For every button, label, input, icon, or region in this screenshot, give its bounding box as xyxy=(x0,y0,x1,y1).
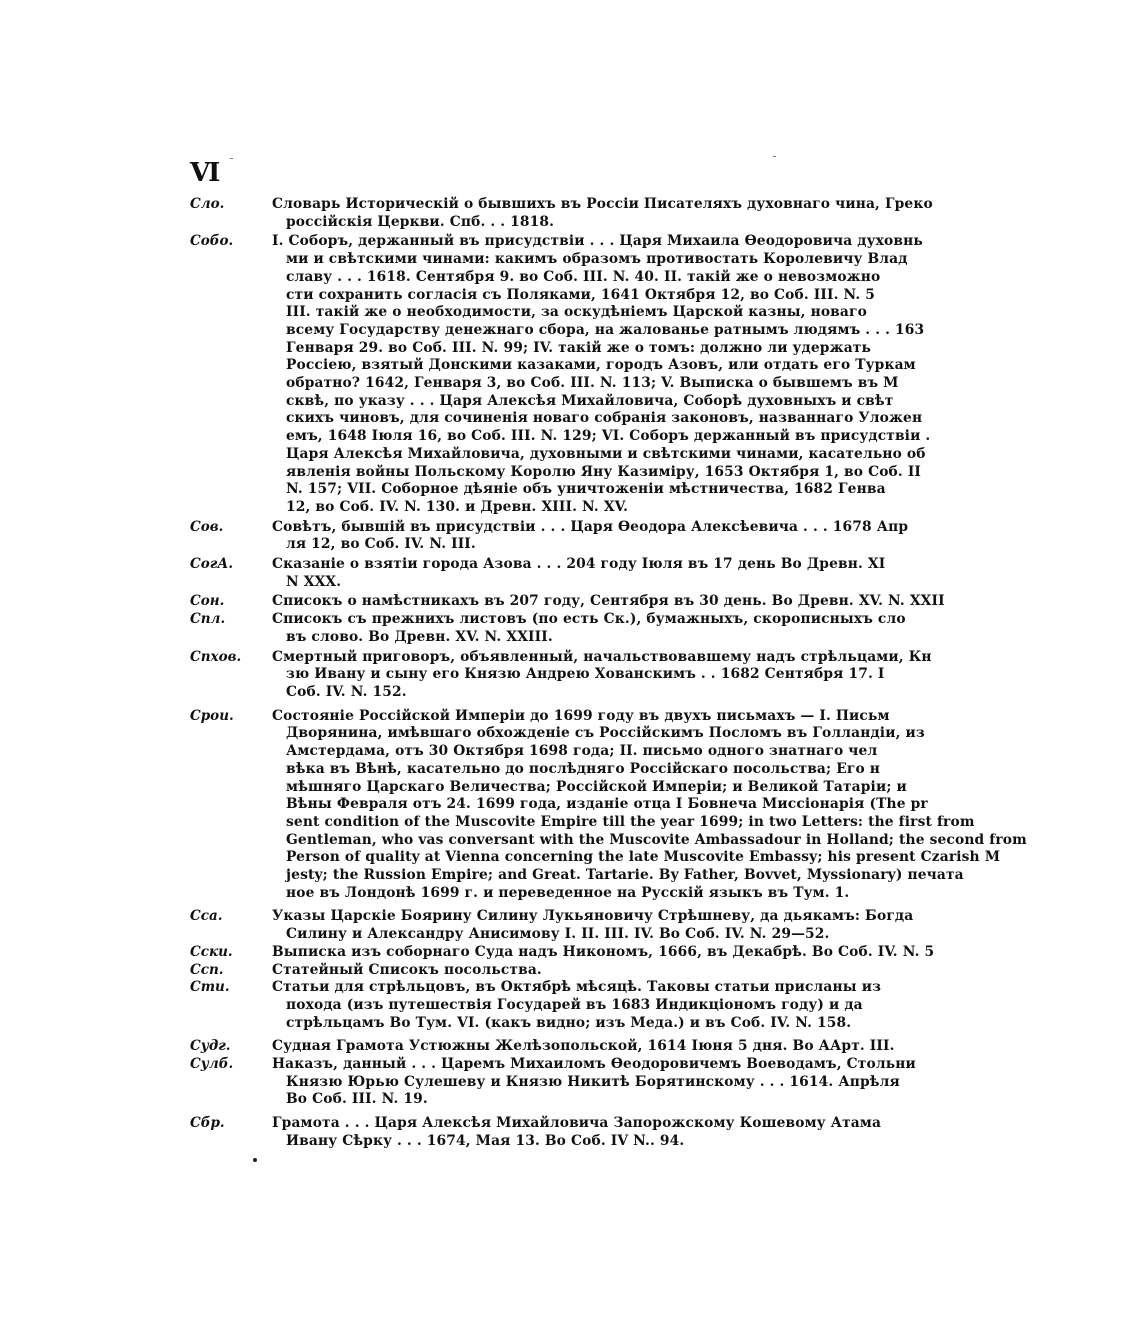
entry-line: Дворянина, имѣвшаго обхожденіе съ Россійскимъ Посломъ въ Голландіи, из xyxy=(286,725,925,742)
abbreviation-entry xyxy=(190,1115,980,1150)
entry-abbreviation: Сов. xyxy=(190,518,224,535)
entry-description xyxy=(272,708,1027,903)
entry-line: 12, во Соб. IV. N. 130. и Древн. XIII. N. XV. xyxy=(286,498,629,515)
entry-description xyxy=(272,556,980,591)
abbreviation-entry xyxy=(190,196,980,231)
abbreviation-entry xyxy=(190,979,980,1032)
entry-line: россійскія Церкви. Спб. . . 1818. xyxy=(286,213,555,230)
entry-line: N. 157; VII. Соборное дѣяніе объ уничтоженіи мѣстничества, 1682 Генва xyxy=(286,481,886,498)
entry-line: Судная Грамота Устюжны Желѣзопольской, 1614 Іюня 5 дня. Во ААрт. III. xyxy=(272,1038,895,1055)
entry-abbreviation: Спл. xyxy=(190,611,226,628)
entry-abbreviation: Сулб. xyxy=(190,1056,234,1073)
entry-line: вѣка въ Вѣнѣ, касательно до послѣдняго Россійскаго посольства; Его н xyxy=(286,760,881,777)
entry-line: III. такій же о необходимости, за оскудѣніемъ Царской казны, новаго xyxy=(286,304,867,321)
entry-line: Сказаніе о взятіи города Азова . . . 204 году Іюля въ 17 день Во Древн. XI xyxy=(272,556,886,573)
entry-line: Указы Царскіе Боярину Силину Лукьяновичу Стрѣшневу, да дьякамъ: Богда xyxy=(272,908,914,925)
entry-description xyxy=(272,962,980,980)
entry-description xyxy=(272,649,980,702)
entry-line: Силину и Александру Анисимову I. II. III. IV. Во Соб. IV. N. 29—52. xyxy=(286,926,830,943)
entry-line: Соб. IV. N. 152. xyxy=(286,683,407,700)
entry-abbreviation: СогА. xyxy=(190,556,234,573)
entry-line: Статейный Списокъ посольства. xyxy=(272,961,542,978)
entry-line: Gentleman, who vas conversant with the Muscovite Ambassadour in Holland; the second from xyxy=(286,831,1027,848)
entry-description xyxy=(272,979,980,1032)
entry-description xyxy=(272,1056,980,1109)
entry-line: jesty; the Russion Empire; and Great. Tartarie. By Father, Bovvet, Myssionary) печата xyxy=(286,867,964,884)
entry-line: стрѣльцамъ Во Тум. VI. (какъ видно; изъ Меда.) и въ Соб. IV. N. 158. xyxy=(286,1014,852,1031)
abbreviation-entry xyxy=(190,908,980,943)
ink-speck xyxy=(773,156,776,157)
entry-line: N XXX. xyxy=(286,573,342,590)
entry-line: обратно? 1642, Генваря 3, во Соб. III. N. 113; V. Выписка о бывшемъ въ М xyxy=(286,375,899,392)
entry-line: Состояніе Россійской Имперіи до 1699 году въ двухъ письмахъ — I. Письм xyxy=(272,707,890,724)
entry-description xyxy=(272,611,980,646)
entry-line: Списокъ о намѣстникахъ въ 207 году, Сентября въ 30 день. Во Древн. XV. N. XXII xyxy=(272,593,945,610)
abbreviation-entry xyxy=(190,556,980,591)
entry-abbreviation: Сски. xyxy=(190,943,233,960)
entry-line: явленія войны Польскому Королю Яну Казиміру, 1653 Октября 1, во Соб. II xyxy=(286,463,922,480)
entry-line: Грамота . . . Царя Алексѣя Михайловича Запорожскому Кошевому Атама xyxy=(272,1115,882,1132)
entry-line: сквѣ, по указу . . . Царя Алексѣя Михайловича, Соборѣ духовныхъ и свѣт xyxy=(286,392,894,409)
entry-line: Амстердама, отъ 30 Октября 1698 года; II. письмо одного знатнаго чел xyxy=(286,743,878,760)
abbreviation-entry xyxy=(190,611,980,646)
abbreviation-entry xyxy=(190,944,980,962)
entry-description xyxy=(272,519,980,554)
entry-description xyxy=(272,908,980,943)
entry-abbreviation: Собо. xyxy=(190,233,234,250)
abbreviation-entry xyxy=(190,233,980,516)
abbreviation-list xyxy=(190,196,1027,1151)
entry-line: славу . . . 1618. Сентября 9. во Соб. III. N. 40. II. такій же о невозможно xyxy=(286,268,881,285)
entry-line: сти сохранить согласія съ Поляками, 1641 Октября 12, во Соб. III. N. 5 xyxy=(286,286,876,303)
entry-abbreviation: Сон. xyxy=(190,593,225,610)
entry-description xyxy=(272,1038,980,1056)
entry-abbreviation: Сбр. xyxy=(190,1115,225,1132)
entry-line: Выписка изъ соборнаго Суда надъ Никономъ, 1666, въ Декабрѣ. Во Соб. IV. N. 5 xyxy=(272,943,935,960)
abbreviation-entry xyxy=(190,1056,980,1109)
entry-line: Вѣны Февраля отъ 24. 1699 года, изданіе отца I Бовнеча Миссіонарія (The pr xyxy=(286,796,928,813)
entry-description xyxy=(272,196,980,231)
entry-abbreviation: Сло. xyxy=(190,196,225,212)
entry-line: Во Соб. III. N. 19. xyxy=(286,1091,428,1108)
entry-line: Генваря 29. во Соб. III. N. 99; IV. такій же о томъ: должно ли удержать xyxy=(286,339,871,356)
entry-line: похода (изъ путешествія Государей въ 1683 Индикціономъ году) и да xyxy=(286,996,863,1013)
entry-line: Царя Алексѣя Михайловича, духовными и свѣтскими чинами, касательно об xyxy=(286,445,926,462)
entry-line: Совѣтъ, бывшій въ присудствіи . . . Царя Өеодора Алексѣевича . . . 1678 Апр xyxy=(272,518,909,535)
abbreviation-entry xyxy=(190,649,980,702)
entry-line: ное въ Лондонѣ 1699 г. и переведенное на Русскій языкъ въ Тум. 1. xyxy=(286,884,850,901)
entry-line: Словарь Историческій о бывшихъ въ Россіи Писателяхъ духовнаго чина, Греко xyxy=(272,196,933,212)
entry-line: зю Ивану и сыну его Князю Андрею Хованскимъ . . 1682 Сентября 17. I xyxy=(286,666,885,683)
entry-line: Смертный приговоръ, объявленный, начальствовавшему надъ стрѣльцами, Кн xyxy=(272,648,932,665)
page-number: VI xyxy=(190,158,219,188)
entry-line: въ слово. Во Древн. XV. N. XXIII. xyxy=(286,628,553,645)
entry-abbreviation: Срои. xyxy=(190,707,234,724)
entry-abbreviation: Сти. xyxy=(190,979,230,996)
entry-description xyxy=(272,944,980,962)
entry-line: мѣшняго Царскаго Величества; Россійской Имперіи; и Великой Татаріи; и xyxy=(286,778,907,795)
ink-dot xyxy=(253,1158,257,1162)
entry-line: Россіею, взятый Донскими казаками, городъ Азовъ, или отдать его Туркам xyxy=(286,357,916,374)
entry-description xyxy=(272,1115,980,1150)
entry-description xyxy=(272,593,980,611)
entry-abbreviation: Ссп. xyxy=(190,961,224,978)
entry-line: Статьи для стрѣльцовъ, въ Октябрѣ мѣсяцѣ. Таковы статьи присланы из xyxy=(272,979,882,996)
entry-abbreviation: Судг. xyxy=(190,1038,231,1055)
entry-line: емъ, 1648 Іюля 16, во Соб. III. N. 129; VI. Соборъ держанный въ присудствіи . xyxy=(286,428,931,445)
entry-line: ля 12, во Соб. IV. N. III. xyxy=(286,536,476,553)
entry-description xyxy=(272,233,980,516)
entry-line: Наказъ, данный . . . Царемъ Михаиломъ Өеодоровичемъ Воеводамъ, Стольни xyxy=(272,1056,916,1073)
entry-abbreviation: Спхов. xyxy=(190,648,242,665)
entry-line: sent condition of the Muscovite Empire till the year 1699; in two Letters: the first from xyxy=(286,813,975,830)
entry-line: всему Государству денежнаго сбора, на жалованье ратнымъ людямъ . . . 163 xyxy=(286,321,925,338)
entry-line: Списокъ съ прежнихъ листовъ (по есть Ск.), бумажныхъ, скорописныхъ сло xyxy=(272,611,906,628)
entry-line: I. Соборъ, держанный въ присудствіи . . . Царя Михаила Өеодоровича духовнь xyxy=(272,233,923,250)
entry-abbreviation: Сса. xyxy=(190,908,223,925)
abbreviation-entry xyxy=(190,707,1027,903)
abbreviation-entry xyxy=(190,593,980,611)
abbreviation-entry xyxy=(190,1038,980,1056)
entry-line: Person of quality at Vienna concerning the late Muscovite Embassy; his present Czarish M xyxy=(286,849,1001,866)
abbreviation-entry xyxy=(190,519,980,554)
entry-line: Князю Юрью Сулешеву и Князю Никитѣ Борятинскому . . . 1614. Апрѣля xyxy=(286,1073,900,1090)
entry-line: Ивану Сѣрку . . . 1674, Мая 13. Во Соб. IV N.. 94. xyxy=(286,1132,685,1149)
entry-line: скихъ чиновъ, для сочиненія новаго собранія законовъ, названнаго Уложен xyxy=(286,410,923,427)
entry-line: ми и свѣтскими чинами: какимъ образомъ противостать Королевичу Влад xyxy=(286,251,908,268)
ink-speck xyxy=(230,158,233,159)
abbreviation-entry xyxy=(190,962,980,980)
